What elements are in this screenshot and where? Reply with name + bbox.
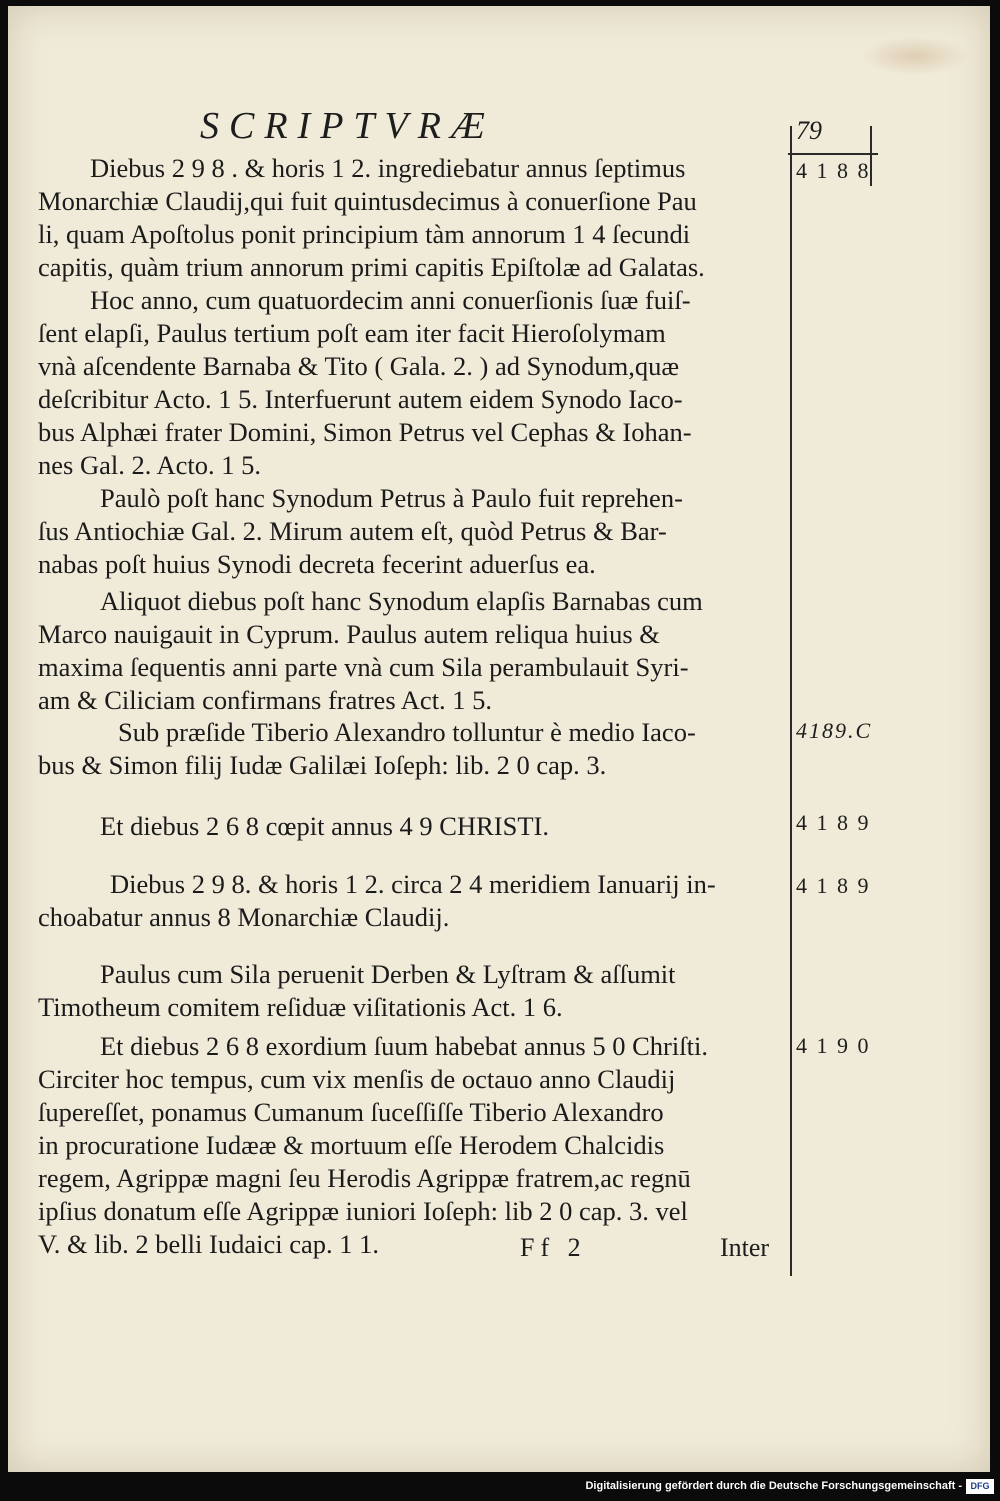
- margin-year: 4 1 8 9: [796, 810, 871, 835]
- text-line: Marco nauigauit in Cyprum. Paulus autem reliqua huius &: [38, 619, 660, 649]
- text-line: Diebus 2 9 8. & horis 1 2. circa 2 4 meridiem Ianuarij in-: [110, 869, 716, 899]
- digitization-credit: Digitalisierung gefördert durch die Deutsche Forschungsgemeinschaft -: [585, 1480, 962, 1492]
- text-line: ſus Antiochiæ Gal. 2. Mirum autem eſt, quòd Petrus & Bar-: [38, 516, 667, 546]
- text-line: Et diebus 2 6 8 cœpit annus 4 9 CHRISTI.: [100, 811, 549, 841]
- text-line: Diebus 2 9 8 . & horis 1 2. ingrediebatur annus ſeptimus: [90, 153, 686, 183]
- running-title: SCRIPTVRÆ: [200, 105, 495, 147]
- text-line: Circiter hoc tempus, cum vix menſis de octauo anno Claudij: [38, 1064, 676, 1094]
- dfg-logo: DFG: [966, 1479, 994, 1494]
- paragraph-2: [38, 284, 778, 482]
- text-line: bus & Simon filij Iudæ Galilæi Ioſeph: lib. 2 0 cap. 3.: [38, 750, 607, 780]
- margin-year: 4189.C: [796, 718, 873, 743]
- text-line: nes Gal. 2. Acto. 1 5.: [38, 450, 262, 480]
- text-line: maxima ſequentis anni parte vnà cum Sila perambulauit Syri-: [38, 652, 689, 682]
- paragraph-1: [38, 152, 778, 284]
- text-line: Sub præſide Tiberio Alexandro tolluntur è medio Iaco-: [118, 717, 696, 747]
- paragraph-3: [38, 482, 778, 581]
- text-line: ſupereſſet, ponamus Cumanum ſuceſſiſſe Tiberio Alexandro: [38, 1097, 664, 1127]
- text-line: li, quam Apoſtolus ponit principium tàm annorum 1 4 ſecundi: [38, 219, 691, 249]
- text-line: Paulus cum Sila peruenit Derben & Lyſtram & aſſumit: [100, 959, 676, 989]
- paragraph-5: [38, 716, 778, 782]
- text-line: Et diebus 2 6 8 exordium ſuum habebat annus 5 0 Chriſti.: [100, 1031, 708, 1061]
- text-line: vnà aſcendente Barnaba & Tito ( Gala. 2. ) ad Synodum,quæ: [38, 351, 680, 381]
- margin-year: 4 1 9 0: [796, 1033, 871, 1058]
- paragraph-6: [38, 810, 778, 843]
- text-line: Timotheum comitem reſiduæ viſitationis Act. 1 6.: [38, 992, 563, 1022]
- text-line: capitis, quàm trium annorum primi capitis Epiſtolæ ad Galatas.: [38, 252, 705, 282]
- paper-stain: [860, 36, 970, 76]
- text-line: deſcribitur Acto. 1 5. Interfuerunt autem eidem Synodo Iaco-: [38, 384, 683, 414]
- signature-mark: Ff 2: [520, 1233, 587, 1262]
- paragraph-4: [38, 585, 778, 717]
- paragraph-7: [38, 868, 778, 934]
- header-rule: [788, 153, 878, 155]
- text-line: Paulò poſt hanc Synodum Petrus à Paulo fuit reprehen-: [100, 483, 683, 513]
- text-line: Hoc anno, cum quatuordecim anni conuerſionis ſuæ fuiſ-: [90, 285, 691, 315]
- text-line: V. & lib. 2 belli Iudaici cap. 1 1.: [38, 1229, 380, 1259]
- text-line: choabatur annus 8 Monarchiæ Claudij.: [38, 902, 450, 932]
- text-line: regem, Agrippæ magni ſeu Herodis Agrippæ fratrem,ac regnū: [38, 1163, 691, 1193]
- text-line: Aliquot diebus poſt hanc Synodum elapſis Barnabas cum: [100, 586, 703, 616]
- paragraph-9: [38, 1030, 778, 1261]
- page-number: 79: [796, 116, 822, 145]
- catchword: Inter: [720, 1233, 770, 1262]
- margin-year: 4 1 8 8: [796, 158, 871, 183]
- margin-rule: [790, 126, 792, 1276]
- text-line: am & Ciliciam confirmans fratres Act. 1 5.: [38, 685, 493, 715]
- text-line: bus Alphæi frater Domini, Simon Petrus vel Cephas & Iohan-: [38, 417, 692, 447]
- margin-year: 4 1 8 9: [796, 873, 871, 898]
- text-line: Monarchiæ Claudij,qui fuit quintusdecimus à conuerſione Pau: [38, 186, 697, 216]
- text-line: in procuratione Iudææ & mortuum eſſe Herodem Chalcidis: [38, 1130, 665, 1160]
- text-line: nabas poſt huius Synodi decreta fecerint aduerſus ea.: [38, 549, 596, 579]
- paragraph-8: [38, 958, 778, 1024]
- text-line: ipſius donatum eſſe Agrippæ iuniori Ioſeph: lib 2 0 cap. 3. vel: [38, 1196, 688, 1226]
- text-line: ſent elapſi, Paulus tertium poſt eam iter facit Hieroſolymam: [38, 318, 666, 348]
